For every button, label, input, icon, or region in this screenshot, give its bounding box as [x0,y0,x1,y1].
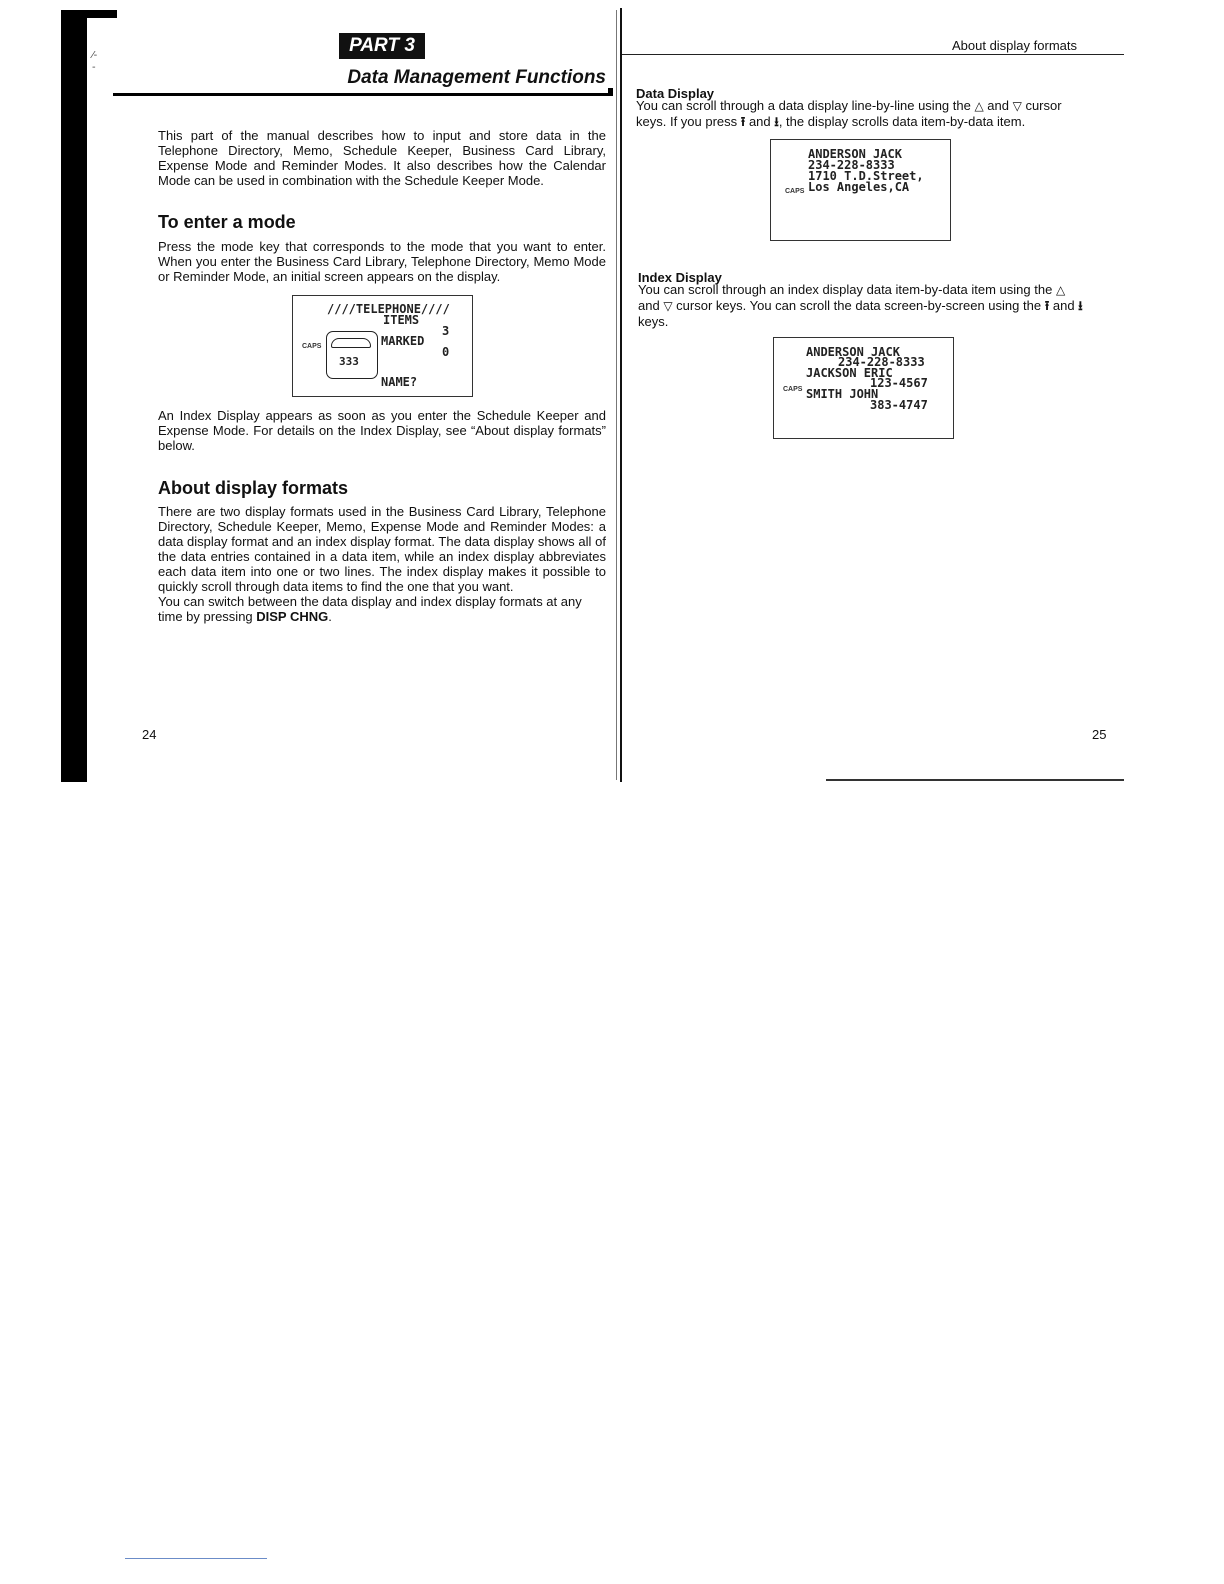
enter-mode-paragraph: Press the mode key that corresponds to the mode that you want to enter. When you enter the Business Card Library, Telephone Directory, Memo Mode or Reminder Mode, an initial screen appears on the display. [158,239,606,284]
caps-indicator: CAPS [783,386,803,393]
display-formats-paragraph: There are two display formats used in the Business Card Library, Telephone Directory, Schedule Keeper, Memo, Expense Mode and Reminder Modes: a data display format and an index display format. The data display shows all of the data entries contained in a data item, while an index display abbreviates each data item into one or two lines. The index display makes it possible to quickly scroll through data items to find the one that you want. [158,504,606,594]
text-part: cursor keys. You can scroll the data screen-by-screen using the [672,298,1045,313]
page-up-arrow-icon: ⭱ [1044,298,1050,313]
header-rule [622,54,1124,55]
screen-line: 1710 T.D.Street, [808,169,924,183]
down-triangle-icon: ▽ [1012,99,1022,113]
caps-indicator: CAPS [302,343,322,350]
page-down-arrow-icon: ⭳ [774,114,779,129]
left-edge-bar [61,10,87,782]
index-note-paragraph: An Index Display appears as soon as you enter the Schedule Keeper and Expense Mode. For details on the Index Display, see “About display formats” below. [158,408,606,453]
scan-mark: ⁄- [92,50,98,61]
intro-paragraph: This part of the manual describes how to input and store data in the Telephone Directory, Memo, Schedule Keeper, Business Card Library, Expense Mode and Reminder Modes. It also describes how the Calendar Mode can be used in combination with the Schedule Keeper Mode. [158,128,606,188]
text-part: cursor keys. If you press [636,98,1062,129]
marked-label: MARKED [381,334,425,348]
switch-text: You can switch between the data display and index display formats at any time by pressing [158,594,582,624]
screen-line: 383-4747 [870,398,928,412]
spine-shadow [616,10,617,780]
screen-line: SMITH JOHN [806,387,879,401]
text-part: and [1049,298,1079,313]
name-prompt: NAME? [381,375,418,389]
title-rule [113,93,613,96]
up-triangle-icon: △ [974,99,984,113]
data-display-paragraph [636,98,1084,129]
enter-mode-heading: To enter a mode [158,212,296,232]
page-number-right: 25 [1092,727,1107,742]
switch-text-end: . [328,609,332,624]
part-badge: PART 3 [339,33,425,59]
screen-line: ANDERSON JACK [806,345,900,359]
text-part: and [638,298,664,313]
text-part: and [745,114,775,129]
disp-chng-key: DISP CHNG [256,609,329,624]
page-number-left: 24 [142,727,157,742]
telephone-initial-screen [292,295,473,397]
marked-value: 0 [442,345,450,359]
switch-format-paragraph [158,594,606,624]
page-up-arrow-icon: ⭱ [740,114,746,129]
screen-line: ANDERSON JACK [808,147,902,161]
text-part: and [983,98,1013,113]
page-down-arrow-icon: ⭳ [1078,298,1083,313]
screen-line: JACKSON ERIC [806,366,893,380]
screen-line: Los Angeles,CA [808,180,910,194]
page-spine [620,8,622,782]
index-display-screen [773,337,954,439]
down-triangle-icon: ▽ [663,299,673,313]
data-display-screen [770,139,951,241]
phone-digits: 333 [339,355,359,368]
running-header: About display formats [951,38,1077,53]
caps-indicator: CAPS [785,188,805,195]
title-rule-tick [608,88,613,96]
left-edge-notch [87,10,117,18]
items-label: ITEMS [383,313,420,327]
index-display-paragraph [638,282,1086,329]
display-formats-heading: About display formats [158,478,349,498]
screen-title: ////TELEPHONE//// [327,302,450,316]
text-part: You can scroll through a data display line-by-line using the [636,98,975,113]
scan-mark: - [92,62,96,73]
section-title: Data Management Functions [347,67,606,88]
screen-line: 234-228-8333 [808,158,895,172]
bottom-rule [826,779,1124,781]
telephone-icon [326,331,378,379]
screen-line: 123-4567 [870,376,928,390]
text-part: , the display scrolls data item-by-data item. [778,114,1026,129]
up-triangle-icon: △ [1055,283,1066,297]
footnote-rule [125,1558,267,1559]
data-display-heading: Data Display [636,86,715,101]
text-part: keys. [638,314,669,329]
items-value: 3 [442,324,450,338]
screen-line: 234-228-8333 [838,355,925,369]
index-display-heading: Index Display [638,270,722,285]
text-part: You can scroll through an index display data item-by-data item using the [638,282,1056,297]
